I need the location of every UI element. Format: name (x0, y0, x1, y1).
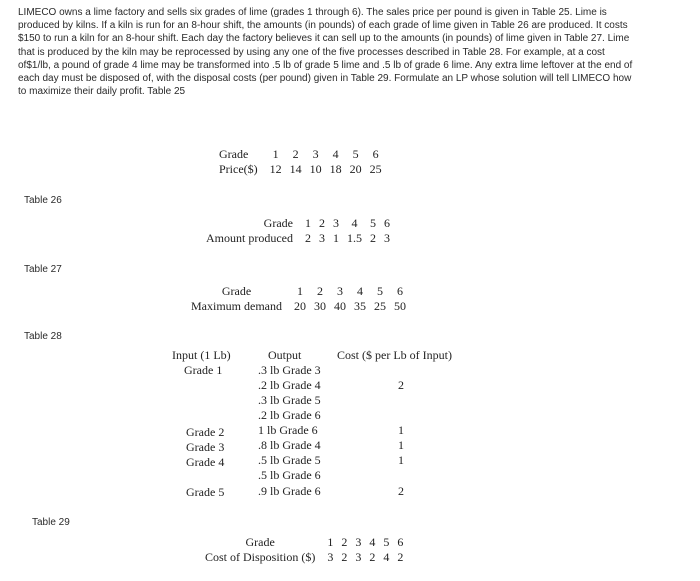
table25-grade-3: 3 (312, 147, 319, 161)
table-row (206, 231, 394, 246)
table29-cost-4: 2 (369, 550, 376, 564)
table27-grade-5: 5 (376, 284, 383, 298)
table-row (205, 550, 407, 565)
table29-grade-4: 4 (369, 535, 376, 549)
table27-demand-header: Maximum demand (191, 299, 282, 313)
table-row (191, 299, 410, 314)
table28-input-5: Grade 5 (186, 485, 225, 499)
table25-grade-header: Grade (219, 147, 249, 161)
table25-grade-2: 2 (292, 147, 299, 161)
table28-output-header: Output (268, 348, 302, 362)
table28-output-1b: .2 lb Grade 4 (258, 378, 321, 392)
table26-amount-2: 3 (318, 231, 325, 245)
table28-cost-2: 1 (398, 423, 404, 437)
table26-grade-4: 4 (351, 216, 358, 230)
table-row (206, 216, 394, 231)
table28-output-5a: .9 lb Grade 6 (258, 484, 321, 498)
table25-price-1: 12 (269, 162, 282, 176)
table27-label: Table 27 (24, 264, 62, 275)
table28-label: Table 28 (24, 331, 62, 342)
table27-grade-header: Grade (221, 284, 252, 298)
table27-grade-1: 1 (296, 284, 303, 298)
table27-grade-4: 4 (356, 284, 363, 298)
problem-paragraph: LIMECO owns a lime factory and sells six grades of lime (grades 1 through 6). The sales price per pound is given in Table 25. Lime is produced by kilns. If a kiln is run for an 8-hour shift, the amounts (in pounds) of each grade of lime given in Table 26 are produced. It costs $150 to run a kiln for an 8-hour shift. Each day the factory believes it can sell up to the amounts (in pounds) of lime given in Table 27. Lime that is produced by the kiln may be reprocessed by using any one of the five processes described in Table 28. For example, at a cost of$1/lb, a pound of grade 4 lime may be transformed into .5 lb of grade 5 lime and .5 lb of grade 6 lime. Any extra lime leftover at the end of each day must be disposed of, with the disposal costs (per pound) given in Table 29. Formulate an LP whose solution will tell LIMECO how to maximize their daily profit. Table 25 (18, 7, 633, 98)
table28-input-4: Grade 4 (186, 455, 225, 469)
table28-cost-3: 1 (398, 438, 404, 452)
table29-cost-6: 2 (397, 550, 404, 564)
table29-grade-6: 6 (397, 535, 404, 549)
table25-grade-4: 4 (332, 147, 339, 161)
table26-grade-3: 3 (332, 216, 339, 230)
table-26 (206, 216, 394, 246)
table25-price-3: 10 (309, 162, 322, 176)
table26-amount-3: 1 (332, 231, 339, 245)
table28-output-2a: 1 lb Grade 6 (258, 423, 318, 437)
table26-grade-1: 1 (304, 216, 311, 230)
table28-input-1: Grade 1 (184, 363, 223, 377)
table29-cost-1: 3 (327, 550, 334, 564)
table26-grade-6: 6 (383, 216, 390, 230)
table-row (219, 162, 386, 177)
table28-output-3a: .8 lb Grade 4 (258, 438, 321, 452)
table26-grade-5: 5 (369, 216, 376, 230)
table26-amount-header: Amount produced (206, 231, 293, 245)
table28-cost-header: Cost ($ per Lb of Input) (337, 348, 452, 362)
table26-amount-4: 1.5 (346, 231, 362, 245)
table-25 (219, 147, 386, 177)
table26-grade-header: Grade (263, 216, 293, 230)
table29-cost-header: Cost of Disposition ($) (205, 550, 316, 564)
table28-output-4b: .5 lb Grade 6 (258, 468, 321, 482)
table28-cost-4: 1 (398, 453, 404, 467)
table29-grade-header: Grade (245, 535, 275, 549)
table25-grade-6: 6 (372, 147, 379, 161)
table25-price-4: 18 (329, 162, 342, 176)
table25-price-6: 25 (369, 162, 382, 176)
table29-grade-5: 5 (383, 535, 390, 549)
table29-cost-3: 3 (355, 550, 362, 564)
table25-grade-1: 1 (272, 147, 279, 161)
table28-output-1d: .2 lb Grade 6 (258, 408, 321, 422)
table27-demand-4: 35 (353, 299, 366, 313)
table28-output-1c: .3 lb Grade 5 (258, 393, 321, 407)
table25-price-5: 20 (349, 162, 362, 176)
table28-cost-5: 2 (398, 484, 404, 498)
table29-cost-5: 4 (383, 550, 390, 564)
table27-demand-6: 50 (393, 299, 406, 313)
table28-output-4a: .5 lb Grade 5 (258, 453, 321, 467)
table26-amount-6: 3 (383, 231, 390, 245)
table27-grade-3: 3 (336, 284, 343, 298)
table25-price-header: Price($) (219, 162, 258, 176)
table26-grade-2: 2 (318, 216, 325, 230)
table29-label: Table 29 (32, 517, 70, 528)
table27-grade-2: 2 (316, 284, 323, 298)
table26-amount-1: 2 (304, 231, 311, 245)
table28-input-2: Grade 2 (186, 425, 225, 439)
table28-input-header: Input (1 Lb) (172, 348, 231, 362)
table-row (219, 147, 386, 162)
table26-label: Table 26 (24, 195, 62, 206)
table28-cost-1: 2 (398, 378, 404, 392)
table29-grade-1: 1 (327, 535, 334, 549)
table-29 (205, 535, 407, 565)
table29-cost-2: 2 (341, 550, 348, 564)
table-27 (191, 284, 410, 314)
table-28 (172, 348, 492, 508)
table27-grade-6: 6 (396, 284, 403, 298)
table25-price-2: 14 (289, 162, 302, 176)
table28-input-3: Grade 3 (186, 440, 225, 454)
table27-demand-5: 25 (373, 299, 386, 313)
table26-amount-5: 2 (369, 231, 376, 245)
table27-demand-1: 20 (293, 299, 306, 313)
table25-grade-5: 5 (352, 147, 359, 161)
table27-demand-3: 40 (333, 299, 346, 313)
table29-grade-2: 2 (341, 535, 348, 549)
table27-demand-2: 30 (313, 299, 326, 313)
table-row (191, 284, 410, 299)
table-row (205, 535, 407, 550)
table28-output-1a: .3 lb Grade 3 (258, 363, 321, 377)
table29-grade-3: 3 (355, 535, 362, 549)
